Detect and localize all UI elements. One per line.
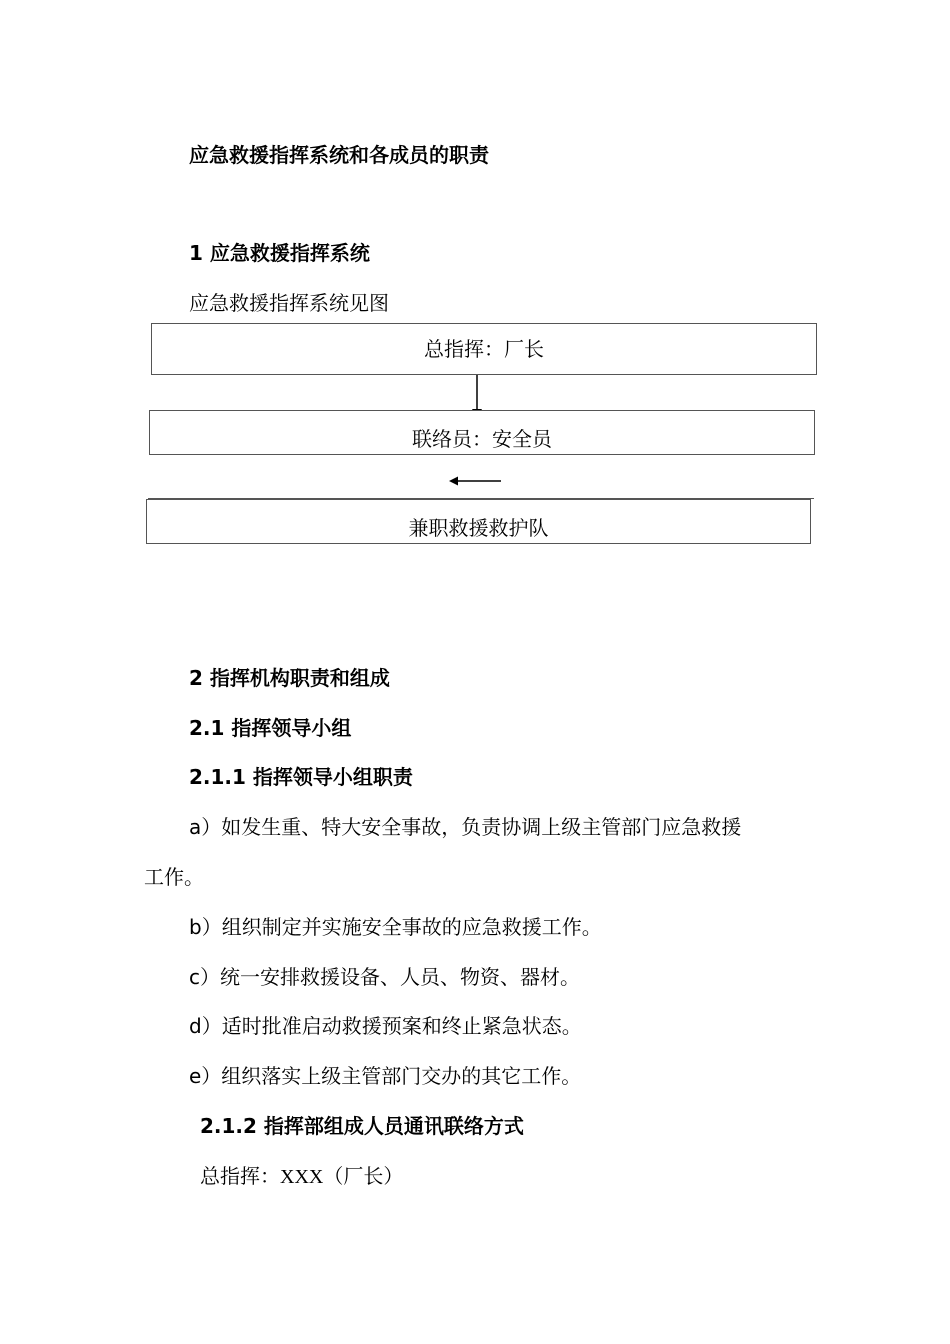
duty-item-c: c）统一安排救援设备、人员、物资、器材。 bbox=[189, 965, 580, 989]
contact-role: （厂长） bbox=[323, 1164, 404, 1188]
diagram-liaison-label: 联络员：安全员 bbox=[412, 427, 552, 451]
document-title: 应急救援指挥系统和各成员的职责 bbox=[189, 143, 489, 167]
left-arrow-icon bbox=[448, 472, 504, 490]
section-2-1-1-heading: 2.1.1 指挥领导小组职责 bbox=[189, 765, 413, 789]
duty-item-a-line1: a）如发生重、特大安全事故，负责协调上级主管部门应急救援 bbox=[189, 815, 742, 839]
diagram-box-team bbox=[146, 499, 811, 544]
diagram-box-commander bbox=[151, 323, 817, 375]
duty-item-e: e）组织落实上级主管部门交办的其它工作。 bbox=[189, 1064, 582, 1088]
section-2-1-2-heading: 2.1.2 指挥部组成人员通讯联络方式 bbox=[200, 1114, 524, 1138]
contact-name: XXX bbox=[280, 1166, 324, 1188]
duty-item-a-line2: 工作。 bbox=[144, 865, 204, 889]
section-2-heading: 2 指挥机构职责和组成 bbox=[189, 666, 390, 690]
section-1-intro: 应急救援指挥系统见图 bbox=[189, 291, 389, 315]
section-1-heading: 1 应急救援指挥系统 bbox=[189, 241, 370, 265]
diagram-team-label: 兼职救援救护队 bbox=[408, 516, 549, 540]
duty-item-b: b）组织制定并实施安全事故的应急救援工作。 bbox=[189, 915, 602, 939]
diagram-box-liaison bbox=[149, 410, 815, 455]
duty-item-d: d）适时批准启动救援预案和终止紧急状态。 bbox=[189, 1014, 582, 1038]
contact-label: 总指挥： bbox=[200, 1164, 280, 1188]
contact-line bbox=[200, 1160, 403, 1189]
section-2-1-heading: 2.1 指挥领导小组 bbox=[189, 716, 352, 740]
diagram-commander-label: 总指挥：厂长 bbox=[424, 337, 544, 361]
